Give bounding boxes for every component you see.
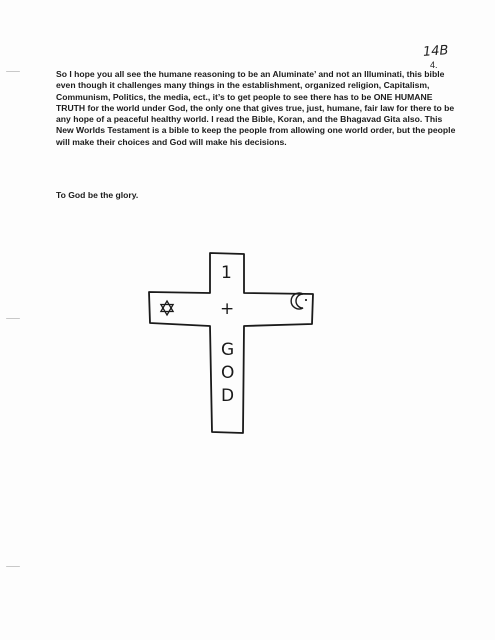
cross-drawing bbox=[140, 250, 340, 440]
hole-punch-mark bbox=[6, 71, 20, 72]
closing-line: To God be the glory. bbox=[56, 190, 139, 200]
star-of-david-icon bbox=[161, 301, 173, 315]
page-number: 4. bbox=[430, 60, 438, 70]
cross-text-1: 1 bbox=[221, 263, 232, 283]
cross-text-o: O bbox=[221, 363, 235, 383]
hole-punch-mark bbox=[6, 566, 20, 567]
cross-text-g: G bbox=[221, 340, 235, 360]
handwritten-page-number: 14B bbox=[422, 43, 449, 60]
star-and-crescent-icon bbox=[291, 293, 307, 309]
hole-punch-mark bbox=[6, 318, 20, 319]
body-paragraph: So I hope you all see the humane reasoning to be an Aluminate’ and not an Illuminati, this bible even though it challenges many things in the establishment, organized religion, Capitalism, Communism, Politics, the media, ect., it’s to get people to see there has to be ONE HUMANE TRUTH for the world under God, the only one that gives true, just, humane, fair law for there to be any hope of a peaceful healthy world. I read the Bible, Koran, and the Bhagavad Gita also. This New Worlds Testament is a bible to keep the people from allowing one world order, but the people will make their choices and God will make his decisions. bbox=[56, 69, 456, 147]
cross-text-d: D bbox=[221, 386, 235, 406]
cross-text-plus: + bbox=[220, 299, 235, 319]
